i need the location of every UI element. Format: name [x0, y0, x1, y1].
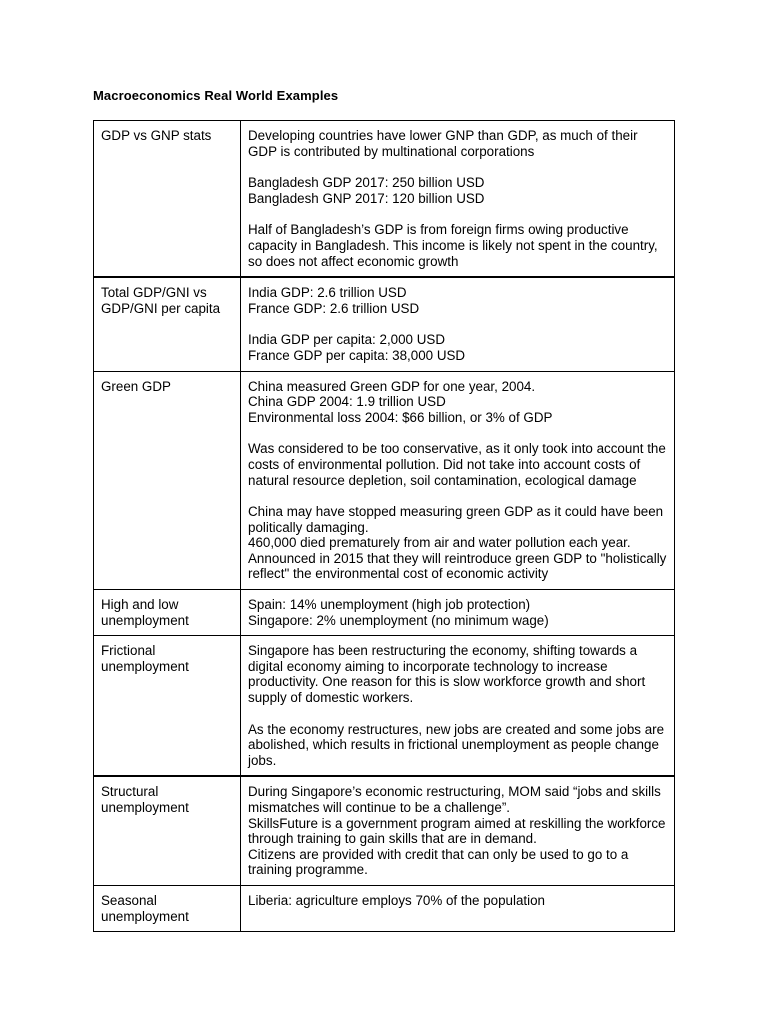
row-topic: High and low unemployment	[94, 590, 241, 636]
table-row	[94, 277, 675, 371]
text-line: Citizens are provided with credit that can only be used to go to a training programme.	[248, 846, 629, 878]
row-topic: Structural unemployment	[94, 776, 241, 885]
text-line: SkillsFuture is a government program aimed at reskilling the workforce through training to gain skills that are in demand.	[248, 815, 666, 847]
text-line: Bangladesh GNP 2017: 120 billion USD	[248, 190, 485, 206]
text-line: France GDP per capita: 38,000 USD	[248, 347, 466, 363]
row-content	[241, 121, 675, 278]
paragraph	[248, 379, 668, 426]
row-content	[241, 277, 675, 371]
text-line: Singapore: 2% unemployment (no minimum wage)	[248, 612, 549, 628]
paragraph	[248, 441, 668, 488]
text-line: China measured Green GDP for one year, 2004.	[248, 378, 536, 394]
text-line: France GDP: 2.6 trillion USD	[248, 300, 420, 316]
paragraph	[248, 722, 668, 769]
table-row	[94, 636, 675, 777]
document-title: Macroeconomics Real World Examples	[93, 88, 339, 103]
row-content	[241, 371, 675, 590]
text-line: India GDP: 2.6 trillion USD	[248, 285, 407, 301]
row-content	[241, 636, 675, 777]
paragraph	[248, 893, 668, 909]
table-row	[94, 121, 675, 278]
paragraph	[248, 643, 668, 705]
paragraph	[248, 332, 668, 363]
text-line: China GDP 2004: 1.9 trillion USD	[248, 394, 446, 410]
row-content	[241, 590, 675, 636]
text-line: As the economy restructures, new jobs are created and some jobs are abolished, which results in frictional unemployment as people change jobs.	[248, 721, 665, 768]
row-topic: GDP vs GNP stats	[94, 121, 241, 278]
text-line: Environmental loss 2004: $66 billion, or 3% of GDP	[248, 409, 553, 425]
row-topic: Seasonal unemployment	[94, 885, 241, 931]
text-line: Bangladesh GDP 2017: 250 billion USD	[248, 175, 485, 191]
text-line: Singapore has been restructuring the economy, shifting towards a digital economy aiming to incorporate technology to increase productivity. One reason for this is slow workforce growth and short supply of domestic workers.	[248, 643, 646, 706]
text-line: During Singapore’s economic restructuring, MOM said “jobs and skills mismatches will continue to be a challenge”.	[248, 784, 661, 815]
text-line: Announced in 2015 that they will reintroduce green GDP to "holistically reflect" the environmental cost of economic activity	[248, 550, 667, 582]
paragraph	[248, 504, 668, 582]
text-line: Was considered to be too conservative, as it only took into account the costs of environmental pollution. Did not take into account costs of natural resource depletion, soil contamination, ecological damage	[248, 441, 666, 488]
examples-table	[93, 120, 675, 932]
paragraph	[248, 285, 668, 316]
paragraph	[248, 597, 668, 628]
paragraph	[248, 784, 668, 878]
paragraph	[248, 222, 668, 269]
text-line: Liberia: agriculture employs 70% of the population	[248, 892, 546, 908]
text-line: China may have stopped measuring green GDP as it could have been politically damaging.	[248, 504, 664, 535]
row-topic: Frictional unemployment	[94, 636, 241, 777]
table-row	[94, 371, 675, 590]
paragraph	[248, 128, 668, 159]
table-row	[94, 776, 675, 885]
text-line: 460,000 died prematurely from air and water pollution each year.	[248, 535, 631, 551]
row-topic: Total GDP/GNI vs GDP/GNI per capita	[94, 277, 241, 371]
text-line: Developing countries have lower GNP than GDP, as much of their GDP is contributed by multinational corporations	[248, 128, 638, 159]
row-content	[241, 885, 675, 931]
table-row	[94, 885, 675, 931]
row-content	[241, 776, 675, 885]
text-line: India GDP per capita: 2,000 USD	[248, 332, 446, 348]
table-row	[94, 590, 675, 636]
row-topic: Green GDP	[94, 371, 241, 590]
paragraph	[248, 175, 668, 206]
text-line: Spain: 14% unemployment (high job protection)	[248, 597, 531, 613]
text-line: Half of Bangladesh’s GDP is from foreign firms owing productive capacity in Bangladesh. This income is likely not spent in the country, so does not affect economic growth	[248, 222, 658, 269]
